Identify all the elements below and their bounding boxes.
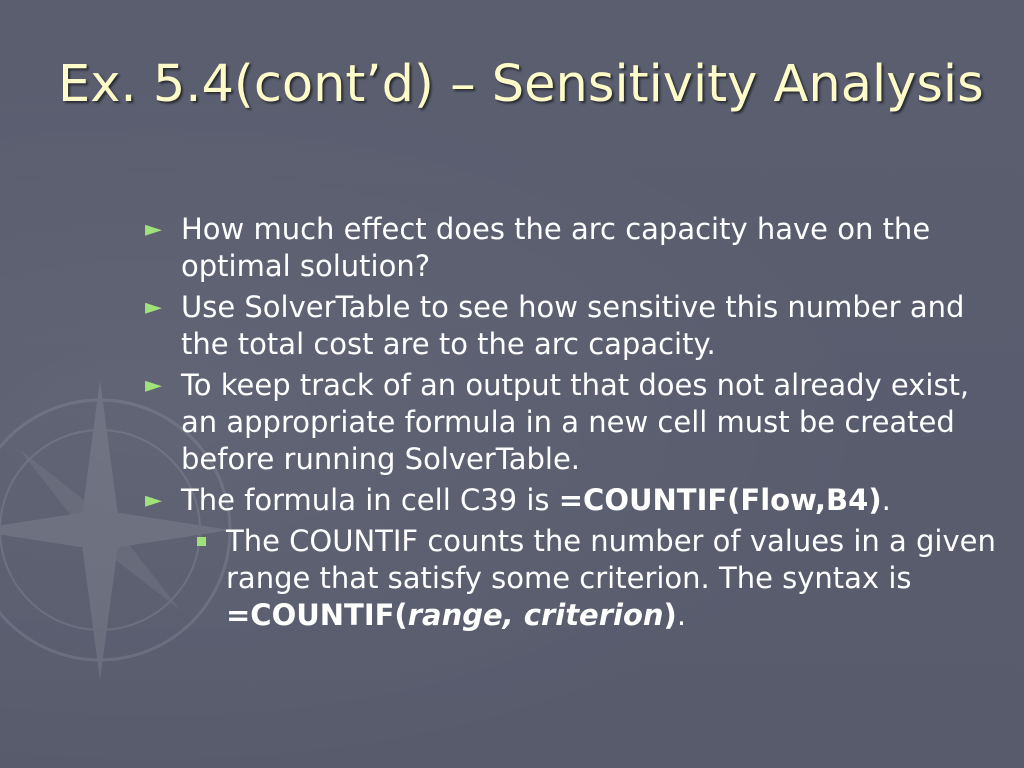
bullet-item: [143, 367, 1003, 478]
bullet-text-end: .: [881, 483, 891, 517]
bullet-text: The formula in cell C39 is: [181, 483, 559, 517]
syntax-close: ): [663, 598, 677, 632]
syntax-open: =COUNTIF(: [226, 598, 408, 632]
bullet-item: [143, 289, 1003, 363]
slide-title: Ex. 5.4(cont’d) – Sensitivity Analysis: [58, 55, 984, 114]
bullet-arrow-icon: ►: [145, 217, 162, 242]
bullet-arrow-icon: ►: [145, 373, 162, 398]
bullet-item: [143, 211, 1003, 285]
bullet-text: How much effect does the arc capacity have on the optimal solution?: [181, 212, 931, 283]
bullet-arrow-icon: ►: [145, 488, 162, 513]
bullet-item: [143, 482, 1003, 519]
bullet-text: Use SolverTable to see how sensitive this number and the total cost are to the arc capacity.: [181, 290, 965, 361]
sub-bullet-text: The COUNTIF counts the number of values in a given range that satisfy some criterion. The syntax is: [226, 524, 996, 595]
syntax-args: range, criterion: [407, 598, 664, 632]
sub-bullet-text-end: .: [676, 598, 687, 632]
bullet-text: To keep track of an output that does not already exist, an appropriate formula in a new cell must be created before running SolverTable.: [181, 368, 970, 476]
square-bullet-icon: [197, 537, 206, 546]
bullet-arrow-icon: ►: [145, 295, 162, 320]
bullet-list: [143, 211, 1003, 634]
sub-bullet-item: [188, 523, 1003, 634]
formula-text: =COUNTIF(Flow,B4): [558, 483, 882, 517]
